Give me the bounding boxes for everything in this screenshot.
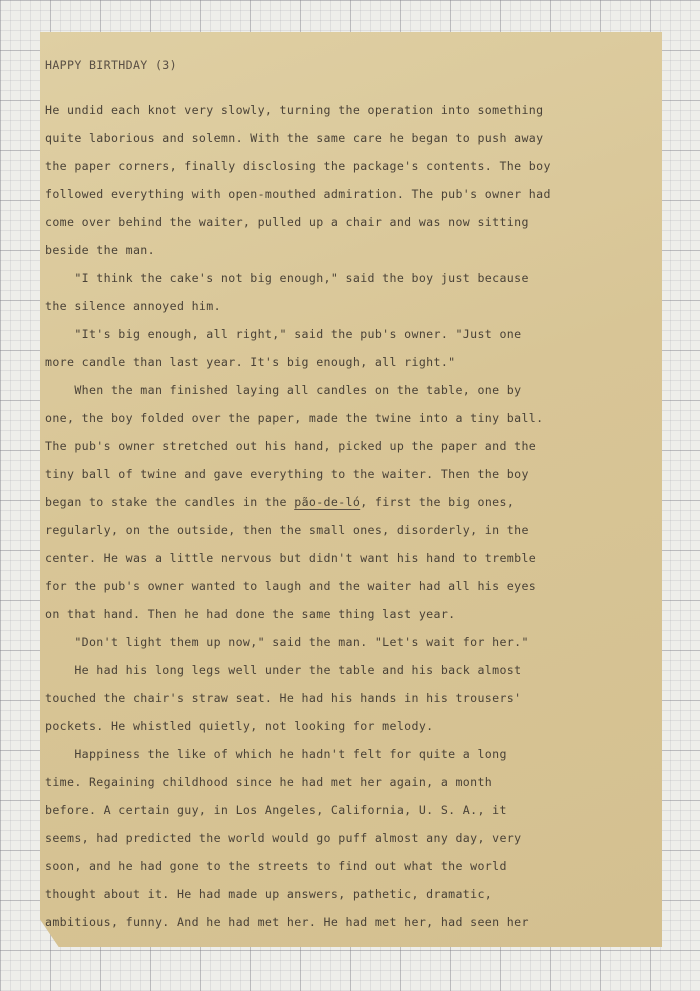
- text-line-12: one, the boy folded over the paper, made the twine into a tiny ball.: [45, 411, 544, 425]
- text-line-4: followed everything with open-mouthed admiration. The pub's owner had: [45, 187, 551, 201]
- text-line-15-tail: , first the big ones,: [360, 495, 515, 509]
- text-line-13: The pub's owner stretched out his hand, picked up the paper and the: [45, 439, 537, 453]
- text-line-21: He had his long legs well under the table and his back almost: [45, 663, 522, 677]
- text-line-5: come over behind the waiter, pulled up a chair and was now sitting: [45, 215, 529, 229]
- text-line-20: "Don't light them up now," said the man. "Let's wait for her.": [45, 635, 529, 649]
- text-line-14: tiny ball of twine and gave everything to the waiter. Then the boy: [45, 467, 529, 481]
- text-line-29: thought about it. He had made up answers, pathetic, dramatic,: [45, 887, 493, 901]
- text-line-15-head: began to stake the candles in the: [45, 495, 295, 509]
- text-line-2: quite laborious and solemn. With the same care he began to push away: [45, 131, 544, 145]
- text-line-6: beside the man.: [45, 243, 155, 257]
- page-header: HAPPY BIRTHDAY (3): [45, 58, 177, 72]
- text-line-30: ambitious, funny. And he had met her. He had met her, had seen her: [45, 915, 529, 929]
- text-line-8: the silence annoyed him.: [45, 299, 221, 313]
- underlined-word: pão-de-ló: [294, 495, 361, 509]
- text-line-23: pockets. He whistled quietly, not looking for melody.: [45, 719, 434, 733]
- text-line-26: before. A certain guy, in Los Angeles, California, U. S. A., it: [45, 803, 507, 817]
- text-line-17: center. He was a little nervous but didn't want his hand to tremble: [45, 551, 537, 565]
- text-line-18: for the pub's owner wanted to laugh and the waiter had all his eyes: [45, 579, 537, 593]
- text-line-7: "I think the cake's not big enough," said the boy just because: [45, 271, 529, 285]
- text-line-11: When the man finished laying all candles on the table, one by: [45, 383, 522, 397]
- text-line-19: on that hand. Then he had done the same thing last year.: [45, 607, 456, 621]
- text-line-16: regularly, on the outside, then the small ones, disorderly, in the: [45, 523, 529, 537]
- text-line-27: seems, had predicted the world would go puff almost any day, very: [45, 831, 522, 845]
- text-line-24: Happiness the like of which he hadn't felt for quite a long: [45, 747, 507, 761]
- text-line-10: more candle than last year. It's big enough, all right.": [45, 355, 456, 369]
- text-line-3: the paper corners, finally disclosing the package's contents. The boy: [45, 159, 551, 173]
- text-line-15: [45, 494, 514, 510]
- text-line-1: He undid each knot very slowly, turning the operation into something: [45, 103, 544, 117]
- text-line-28: soon, and he had gone to the streets to find out what the world: [45, 859, 507, 873]
- text-line-25: time. Regaining childhood since he had met her again, a month: [45, 775, 493, 789]
- text-line-9: "It's big enough, all right," said the pub's owner. "Just one: [45, 327, 522, 341]
- text-line-22: touched the chair's straw seat. He had his hands in his trousers': [45, 691, 522, 705]
